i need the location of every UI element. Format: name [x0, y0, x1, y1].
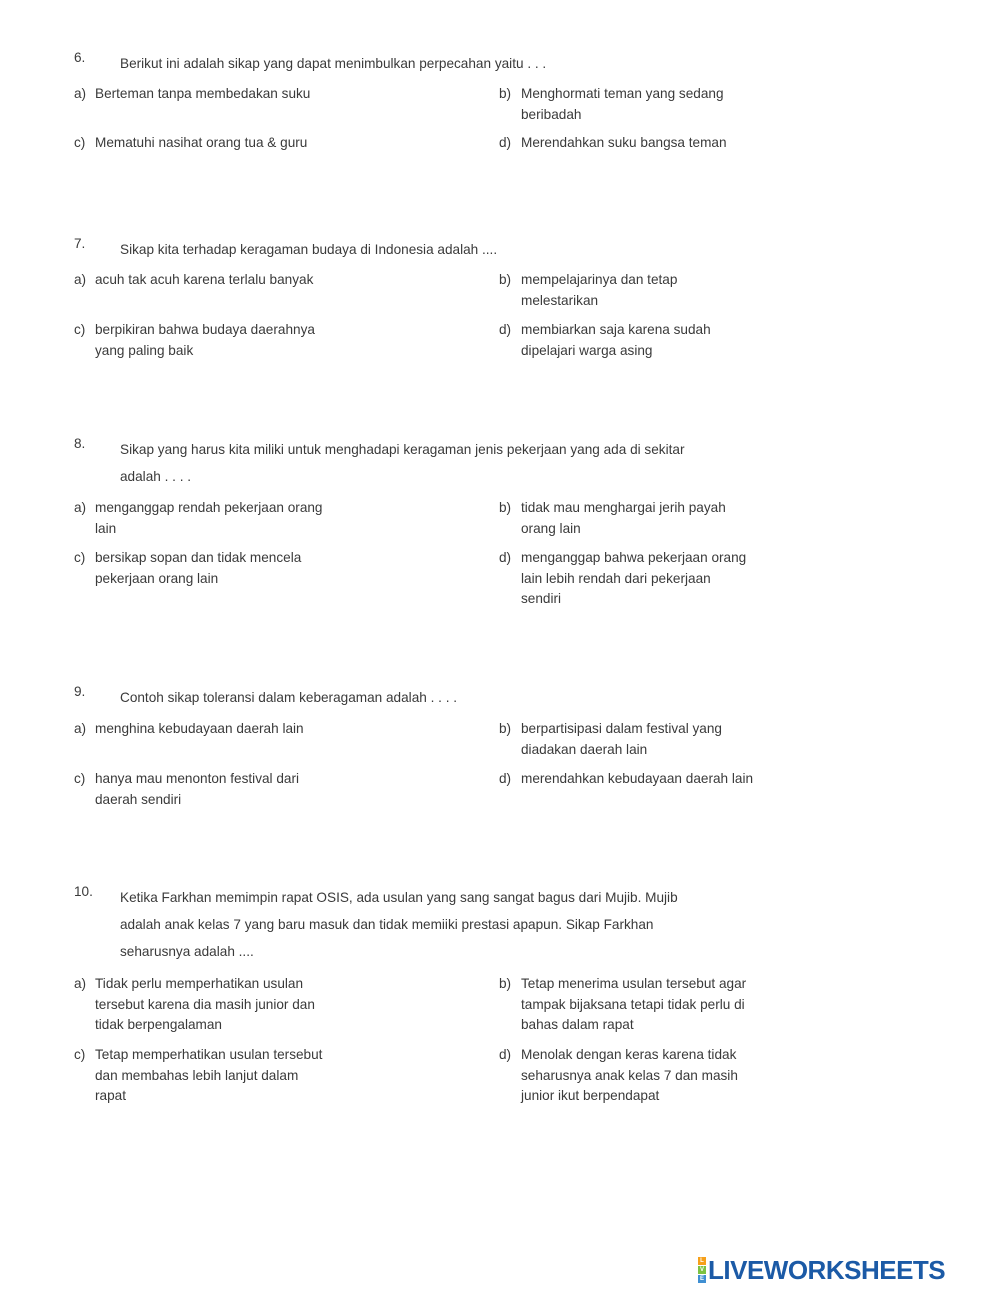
option-label: d) [499, 322, 512, 337]
option-text-line: orang lain [521, 520, 581, 536]
logo-text: LIVEWORKSHEETS [708, 1255, 946, 1285]
question-text [120, 684, 740, 711]
option-label: a) [74, 500, 87, 515]
option-text [95, 498, 323, 539]
question-text-line: adalah anak kelas 7 yang baru masuk dan tidak memiiki prestasi apapun. Sikap Farkhan [120, 917, 654, 932]
option-text-line: Tetap memperhatikan usulan tersebut [95, 1047, 323, 1062]
option-text [95, 1045, 322, 1107]
option-text-line: tampak bijaksana tetapi tidak perlu di [521, 996, 745, 1012]
question-number: 6. [74, 50, 86, 65]
option-label: d) [499, 1047, 512, 1062]
option-b[interactable] [499, 84, 724, 125]
logo-block-l: L [698, 1257, 706, 1265]
option-b[interactable] [499, 974, 746, 1036]
option-label: c) [74, 1047, 86, 1062]
option-text [521, 548, 746, 610]
option-text-line: rapat [95, 1088, 126, 1103]
option-a[interactable] [74, 84, 310, 105]
option-text [95, 974, 315, 1036]
option-text-line: tersebut karena dia masih junior dan [95, 996, 315, 1012]
option-c[interactable] [74, 769, 299, 810]
option-text-line: menganggap rendah pekerjaan orang [95, 500, 323, 515]
question-text-line: Sikap yang harus kita miliki untuk menghadapi keragaman jenis pekerjaan yang ada di sekitar [120, 442, 685, 457]
option-label: a) [74, 86, 87, 101]
option-text-line: melestarikan [521, 292, 599, 308]
question-text [120, 50, 740, 77]
option-text-line: membiarkan saja karena sudah [521, 322, 711, 337]
option-text-line: Mematuhi nasihat orang tua & guru [95, 135, 308, 150]
option-a[interactable] [74, 498, 323, 539]
logo-live-blocks [698, 1257, 706, 1283]
option-text-line: tidak mau menghargai jerih payah [521, 500, 726, 515]
option-b[interactable] [499, 498, 726, 539]
option-text-line: Tetap menerima usulan tersebut agar [521, 976, 747, 991]
option-label: d) [499, 550, 512, 565]
liveworksheets-logo [698, 1256, 945, 1284]
option-text-line: acuh tak acuh karena terlalu banyak [95, 272, 314, 287]
option-d[interactable] [499, 133, 727, 154]
option-text-line: seharusnya anak kelas 7 dan masih [521, 1067, 738, 1083]
option-label: b) [499, 272, 512, 287]
option-text-line: menghina kebudayaan daerah lain [95, 721, 304, 736]
question-text [120, 884, 740, 965]
option-text [95, 133, 307, 154]
option-text-line: menganggap bahwa pekerjaan orang [521, 550, 747, 565]
option-a[interactable] [74, 974, 315, 1036]
option-text-line: lain [95, 520, 117, 536]
option-label: b) [499, 721, 512, 736]
option-d[interactable] [499, 548, 746, 610]
option-label: d) [499, 135, 512, 150]
option-text [521, 1045, 738, 1107]
option-text-line: lain lebih rendah dari pekerjaan [521, 570, 711, 586]
option-text [95, 548, 301, 589]
option-label: c) [74, 322, 86, 337]
option-c[interactable] [74, 548, 301, 589]
question-number: 8. [74, 436, 86, 451]
option-text [521, 320, 711, 361]
option-text [521, 769, 753, 790]
option-text-line: Menghormati teman yang sedang [521, 86, 724, 101]
option-c[interactable] [74, 133, 307, 154]
option-text-line: Merendahkan suku bangsa teman [521, 135, 727, 150]
logo-block-v: V [699, 1267, 704, 1273]
question-number: 9. [74, 684, 86, 699]
logo-block-e: E [699, 1276, 704, 1282]
option-b[interactable] [499, 719, 722, 760]
option-label: b) [499, 500, 512, 515]
option-d[interactable] [499, 769, 753, 790]
option-label: a) [74, 272, 87, 287]
option-d[interactable] [499, 320, 711, 361]
question-number: 10. [74, 884, 93, 899]
option-label: d) [499, 771, 512, 786]
option-text-line: daerah sendiri [95, 791, 182, 807]
option-label: c) [74, 550, 86, 565]
option-text [521, 974, 746, 1036]
option-text [521, 133, 727, 154]
option-text-line: diadakan daerah lain [521, 741, 648, 757]
option-label: b) [499, 86, 512, 101]
option-text [95, 719, 304, 740]
option-text [95, 769, 299, 810]
option-text-line: junior ikut berpendapat [521, 1088, 660, 1103]
option-text-line: beribadah [521, 106, 582, 122]
option-a[interactable] [74, 719, 304, 740]
question-8 [74, 436, 774, 490]
question-text [120, 436, 740, 490]
option-text-line: Tidak perlu memperhatikan usulan [95, 976, 304, 991]
option-text-line: bersikap sopan dan tidak mencela [95, 550, 302, 565]
option-a[interactable] [74, 270, 313, 291]
question-text-line: adalah . . . . [120, 469, 192, 484]
option-label: a) [74, 721, 87, 736]
option-label: c) [74, 771, 86, 786]
option-text-line: dipelajari warga asing [521, 342, 653, 358]
option-text [95, 270, 313, 291]
question-6 [74, 50, 774, 77]
option-text-line: berpikiran bahwa budaya daerahnya [95, 322, 315, 337]
option-text-line: hanya mau menonton festival dari [95, 771, 300, 786]
option-text-line: berpartisipasi dalam festival yang [521, 721, 722, 736]
option-text [521, 498, 726, 539]
option-text-line: dan membahas lebih lanjut dalam [95, 1067, 299, 1083]
option-text-line: bahas dalam rapat [521, 1017, 634, 1032]
option-text-line: merendahkan kebudayaan daerah lain [521, 771, 754, 786]
question-text-line: Berikut ini adalah sikap yang dapat menimbulkan perpecahan yaitu . . . [120, 56, 547, 71]
question-number: 7. [74, 236, 86, 251]
option-text-line: sendiri [521, 591, 562, 606]
option-text-line: Berteman tanpa membedakan suku [95, 86, 311, 101]
option-text-line: pekerjaan orang lain [95, 570, 219, 586]
option-text [521, 84, 724, 125]
option-text-line: Menolak dengan keras karena tidak [521, 1047, 737, 1062]
question-text-line: Contoh sikap toleransi dalam keberagaman adalah . . . . [120, 690, 458, 705]
question-text-line: seharusnya adalah .... [120, 944, 254, 959]
question-text [120, 236, 740, 263]
option-text [521, 270, 677, 311]
option-text [95, 320, 315, 361]
option-c[interactable] [74, 1045, 322, 1107]
option-label: b) [499, 976, 512, 991]
option-text-line: mempelajarinya dan tetap [521, 272, 678, 287]
option-text [521, 719, 722, 760]
question-text-line: Ketika Farkhan memimpin rapat OSIS, ada usulan yang sang sangat bagus dari Mujib. Mujib [120, 890, 678, 905]
question-10 [74, 884, 774, 965]
option-text-line: tidak berpengalaman [95, 1017, 222, 1032]
option-text-line: yang paling baik [95, 342, 194, 358]
option-d[interactable] [499, 1045, 738, 1107]
option-c[interactable] [74, 320, 315, 361]
option-b[interactable] [499, 270, 677, 311]
option-text [95, 84, 310, 105]
question-text-line: Sikap kita terhadap keragaman budaya di Indonesia adalah .... [120, 242, 498, 257]
option-label: c) [74, 135, 86, 150]
option-label: a) [74, 976, 87, 991]
question-9 [74, 684, 774, 711]
question-7 [74, 236, 774, 263]
